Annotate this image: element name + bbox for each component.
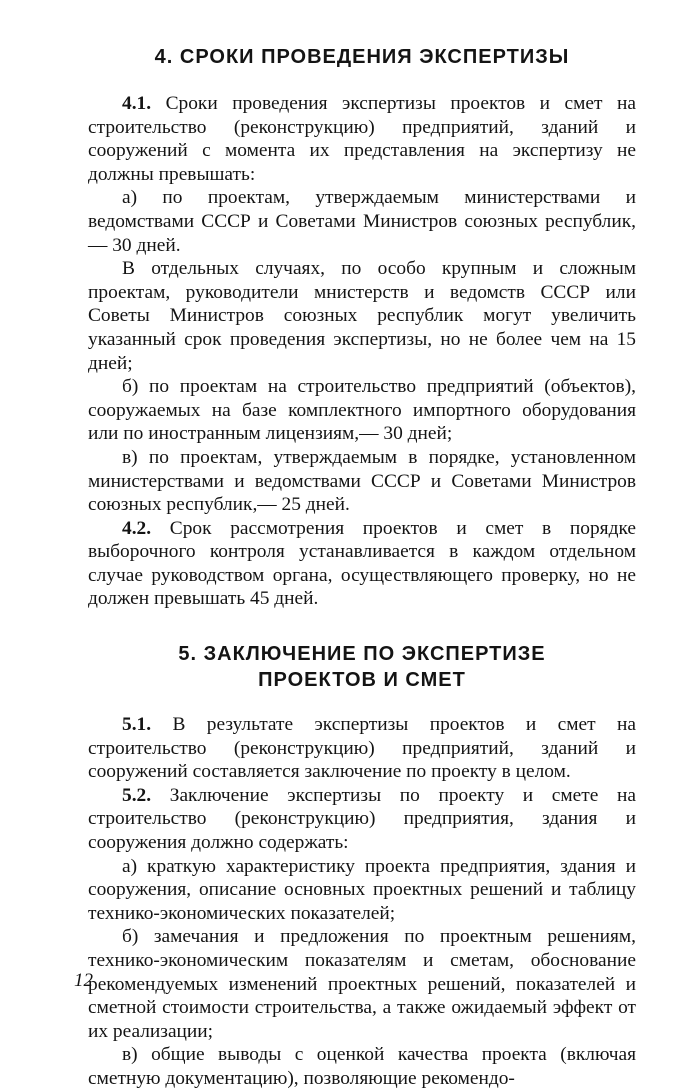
paragraph-4-1-v — [88, 446, 636, 517]
clause-number: 5.2. — [122, 784, 152, 806]
paragraph-text: В отдельных случаях, по особо крупным и сложным проектам, руководители мнистерств и ведомств СССР или Советы Министров союзных республик могут увеличить указанный срок проведения экспертизы, но не более чем на 15 дней; — [88, 258, 636, 374]
section-5-heading — [88, 641, 636, 693]
paragraph-5-2-a — [88, 855, 636, 926]
paragraph-5-2-v — [88, 1043, 636, 1090]
clause-number: 5.1. — [122, 714, 152, 736]
paragraph-5-2 — [88, 784, 636, 855]
paragraph-text: Срок рассмотрения проектов и смет в порядке выборочного контроля устанавливается в каждом отдельном случае руководством органа, осуществляющего проверку, но не должен превышать 45 дней. — [88, 517, 636, 610]
paragraph-4-1-b — [88, 375, 636, 446]
clause-number: 4.2. — [122, 517, 152, 539]
paragraph-text: б) замечания и предложения по проектным решениям, технико-экономическим показателям и сметам, обоснование рекомендуемых изменений проектных решений, показателей и сметной стоимости строительства, а также ожидаемый эффект от их реализации; — [88, 926, 636, 1042]
paragraph-5-2-b — [88, 925, 636, 1043]
paragraph-4-1-a — [88, 186, 636, 257]
paragraph-5-1 — [88, 713, 636, 784]
section-5-heading-line-2: ПРОЕКТОВ И СМЕТ — [258, 669, 466, 692]
paragraph-4-1 — [88, 92, 636, 186]
paragraph-text: Заключение экспертизы по проекту и смете на строительство (реконструкцию) предприятия, здания и сооружения должно содержать: — [88, 784, 636, 854]
paragraph-4-1-note — [88, 257, 636, 375]
paragraph-text: Сроки проведения экспертизы проектов и смет на строительство (реконструкцию) предприятий, зданий и сооружений с момента их представления на экспертизу не должны превышать: — [88, 93, 636, 185]
paragraph-text: в) по проектам, утверждаемым в порядке, установленном министерствами и ведомствами СССР и Советами Министров союзных республик,— 25 дней. — [88, 446, 636, 516]
paragraph-text: б) по проектам на строительство предприятий (объектов), сооружаемых на базе комплектного импортного оборудования или по иностранным лицензиям,— 30 дней; — [88, 376, 636, 445]
paragraph-4-2 — [88, 517, 636, 611]
paragraph-text: а) краткую характеристику проекта предприятия, здания и сооружения, описание основных проектных решений и таблицу технико-экономических показателей; — [88, 855, 636, 924]
section-4-heading: 4. СРОКИ ПРОВЕДЕНИЯ ЭКСПЕРТИЗЫ — [154, 46, 570, 68]
paragraph-text: В результате экспертизы проектов и смет на строительство (реконструкцию) предприятий, зданий и сооружений составляется заключение по проекту в целом. — [88, 714, 636, 783]
clause-number: 4.1. — [122, 93, 152, 114]
paragraph-text: в) общие выводы с оценкой качества проекта (включая сметную документацию), позволяющие рекомендо- — [88, 1044, 636, 1089]
section-5-heading-line-1: 5. ЗАКЛЮЧЕНИЕ ПО ЭКСПЕРТИЗЕ — [178, 643, 546, 666]
document-page — [88, 44, 636, 1091]
page-number: 12 — [74, 970, 93, 991]
paragraph-text: а) по проектам, утверждаемым министерствами и ведомствами СССР и Советами Министров союзных республик, — 30 дней. — [88, 187, 636, 256]
